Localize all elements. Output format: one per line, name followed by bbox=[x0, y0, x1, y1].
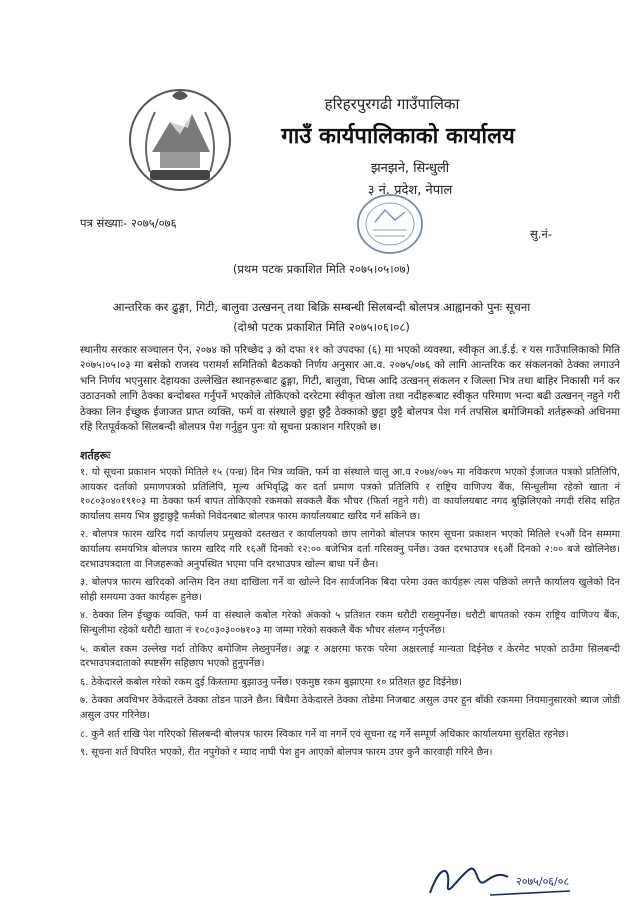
condition-item: ५. कबोल रकम उल्लेख गर्दा तोकिए बमोजिम लेख्नुपर्नेछ। अङ्क र अक्षरमा फरक परेमा अक्षरलाई मान्यता दिईनेछ र केरमेट भएको ठाउँमा सिलबन्दी दरभाउपत्रदाताको स्पष्टसँग सहिछाप भएको हुनुपर्नेछ। bbox=[80, 643, 620, 670]
office-title: गाउँ कार्यपालिकाको कार्यालय bbox=[281, 124, 515, 149]
notice-body: स्थानीय सरकार सञ्चालन ऐन, २०७४ को परिच्छेद ३ को दफा ११ को उपदफा (६) मा भएको व्यवस्था, स्वीकृत आ.ई.ई. र यस गाउँपालिकाको मिति २०७५।०५।०३ मा बसेको राजस्व परामर्श समितिको बैठकको निर्णय अनुसार आ.व. २०७५/०७६ को लागि आन्तरिक कर संकलनको ठेक्का लगाउने भनि निर्णय भएनुसार देहायका उल्लेखित स्थानहरूबाट ढुङ्गा, गिटी, बालुवा, चिप्स आदि उत्खनन् संकलन र जिल्ला भित्र तथा बाहिर निकासी गर्न कर उठाउनको लागि ठेक्का बन्दोबस्त गर्नुपर्ने भएकोले तोकिएको दररेटमा स्वीकृत खोला तथा नदीहरूबाट स्वीकृत परिमाण भन्दा बढी उत्खनन् नहुने गरी ठेक्का लिन ईच्छुक ईजाजत प्राप्त व्यक्ति, फर्म वा संस्थाले छुट्टा छुट्टै ठेक्काको छुट्टा छुट्टै बोलपत्र पेश गर्न तपसिल बमोजिमको शर्तहरूको अधिनमा रहि रितपूर्वकको सिलबन्दी बोलपत्र पेश गर्नुहुन पुनः यो सूचना प्रकाशन गरिएको छ। bbox=[80, 344, 620, 434]
condition-item: ७. ठेक्का अवधिभर ठेकेदारले ठेक्का तोडन पाउने छैन। बिचैमा ठेकेदारले ठेक्का तोडेमा निजबाट असुल उपर हुन बाँकी रकममा नियमानुसारको ब्याज जोडी असुल उपर गरिनेछ। bbox=[80, 695, 620, 721]
first-publication-date: (प्रथम पटक प्रकाशित मिति २०७५।०५।०७) bbox=[232, 262, 411, 276]
office-stamp-icon bbox=[355, 192, 425, 256]
signature-icon bbox=[420, 855, 580, 905]
conditions-list bbox=[80, 466, 620, 765]
condition-item: ९. सूचना शर्त विपरित भएको, रीत नपुगेको र म्याद नाघी पेश हुन आएको बोलपत्र फारम उपर कुनै कारवाही गरिने छैन। bbox=[80, 747, 493, 759]
condition-item: १. यो सूचना प्रकाशन भएको मितिले १५ (पन्ध्र) दिन भित्र व्यक्ति, फर्म वा संस्थाले चालु आ.व २०७४/०७५ मा नविकरण भएको ईजाजत पत्रको प्रतिलिपि, आयकर दर्ताको प्रमाणपत्रको प्रतिलिपि, मूल्य अभिवृद्धि कर दर्ता प्रमाण पत्रको प्रतिलिपि र राष्ट्रिय वाणिज्य बैंक, सिन्धुलीमा रहेको खाता नं १०८०३०४०१९१०३ मा ठेक्का फर्म बापत तोकिएको रकमको सक्कलै बैंक भौचर (फिर्ता नहुने गरी) वा कार्यालयबाट नगद बुझिलिएको नगदी रसिद सहित कार्यालय समय भित्र छुट्टाछुट्टै फर्मको निवेदनबाट बोलपत्र फारम कार्यालयबाट खरिद गर्न सकिने छ। bbox=[80, 467, 620, 522]
condition-item: ८. कुनै शर्त राखि पेश गरिएको सिलबन्दी बोलपत्र फारम स्विकार गर्ने वा नगर्ने एवं सूचना रद्द गर्ने सम्पूर्ण अधिकार कार्यालयमा सुरक्षित रहनेछ। bbox=[80, 728, 569, 740]
serial-number-label: सु.नं- bbox=[530, 227, 552, 241]
condition-item: ४. ठेक्का लिन ईच्छुक व्यक्ति, फर्म वा संस्थाले कबोल गरेको अंकको ५ प्रतिशत रकम धरौटी राख्नुपर्नेछ। धरौटी बापतको रकम राष्ट्रिय वाणिज्य बैंक, सिन्धुलीमा रहेको धरौटी खाता नं १०८०३०३००७१०३ मा जम्मा गरेको सक्कलै बैंक भौचर संलग्न गर्नुपर्नेछ। bbox=[80, 610, 620, 636]
office-name: हरिहरपुरगढी गाउँपालिका bbox=[324, 95, 460, 113]
reference-number: पत्र संख्याः- २०७५/०७६ bbox=[80, 216, 177, 230]
government-emblem-icon bbox=[120, 82, 240, 197]
condition-item: ३. बोलपत्र फारम खरिदको अन्तिम दिन तथा दाखिला गर्ने वा खोल्ने दिन सार्वजनिक बिदा परेमा उक्त कार्यहरू त्यस पछिको लगत्तै कार्यालय खुलेको दिन सोही समयमा उक्त कार्यहरू हुनेछ। bbox=[80, 577, 620, 603]
signature-date: २०७५/०६/०८ bbox=[516, 875, 570, 888]
second-publication-date: (दोश्रो पटक प्रकाशित मिति २०७५।०६।०८) bbox=[233, 320, 410, 334]
conditions-heading: शर्तहरूः bbox=[80, 449, 111, 462]
condition-item: ६. ठेकेदारले कबोल गरेको रकम दुई किस्तामा बुझाउनु पर्नेछ। एकमुष्ठ रकम बुझाएमा १० प्रतिशत छुट दिईनेछ। bbox=[80, 676, 462, 688]
office-place: झनझने, सिन्धुली bbox=[370, 161, 450, 176]
notice-title: आन्तरिक कर ढुङ्गा, गिटी, बालुवा उत्खनन् तथा बिक्रि सम्बन्धी सिलबन्दी बोलपत्र आह्वानको पुनः सूचना bbox=[112, 300, 531, 314]
office-province: ३ नं. प्रदेश, नेपाल bbox=[367, 183, 453, 198]
condition-item: २. बोलपत्र फारम खरिद गर्दा कार्यालय प्रमुखको दस्तखत र कार्यालयको छाप लागेको बोलपत्र फारम सूचना प्रकाशन भएको मितिले १५औं दिन सम्ममा कार्यालय समयभित्र बोलपत्र फारम खरिद गरि १६औं दिनको १२:०० बजेभित्र दर्ता गरिसक्नु पर्नेछ। उक्त दरभाउपत्र १६औं दिनको २:०० बजे खोलिनेछ। दरभाउपत्रदाता वा निजहरूको अनुपस्थित भएमा पनि दरभाउपत्र खोल्न बाधा पर्ने छैन। bbox=[80, 529, 620, 570]
